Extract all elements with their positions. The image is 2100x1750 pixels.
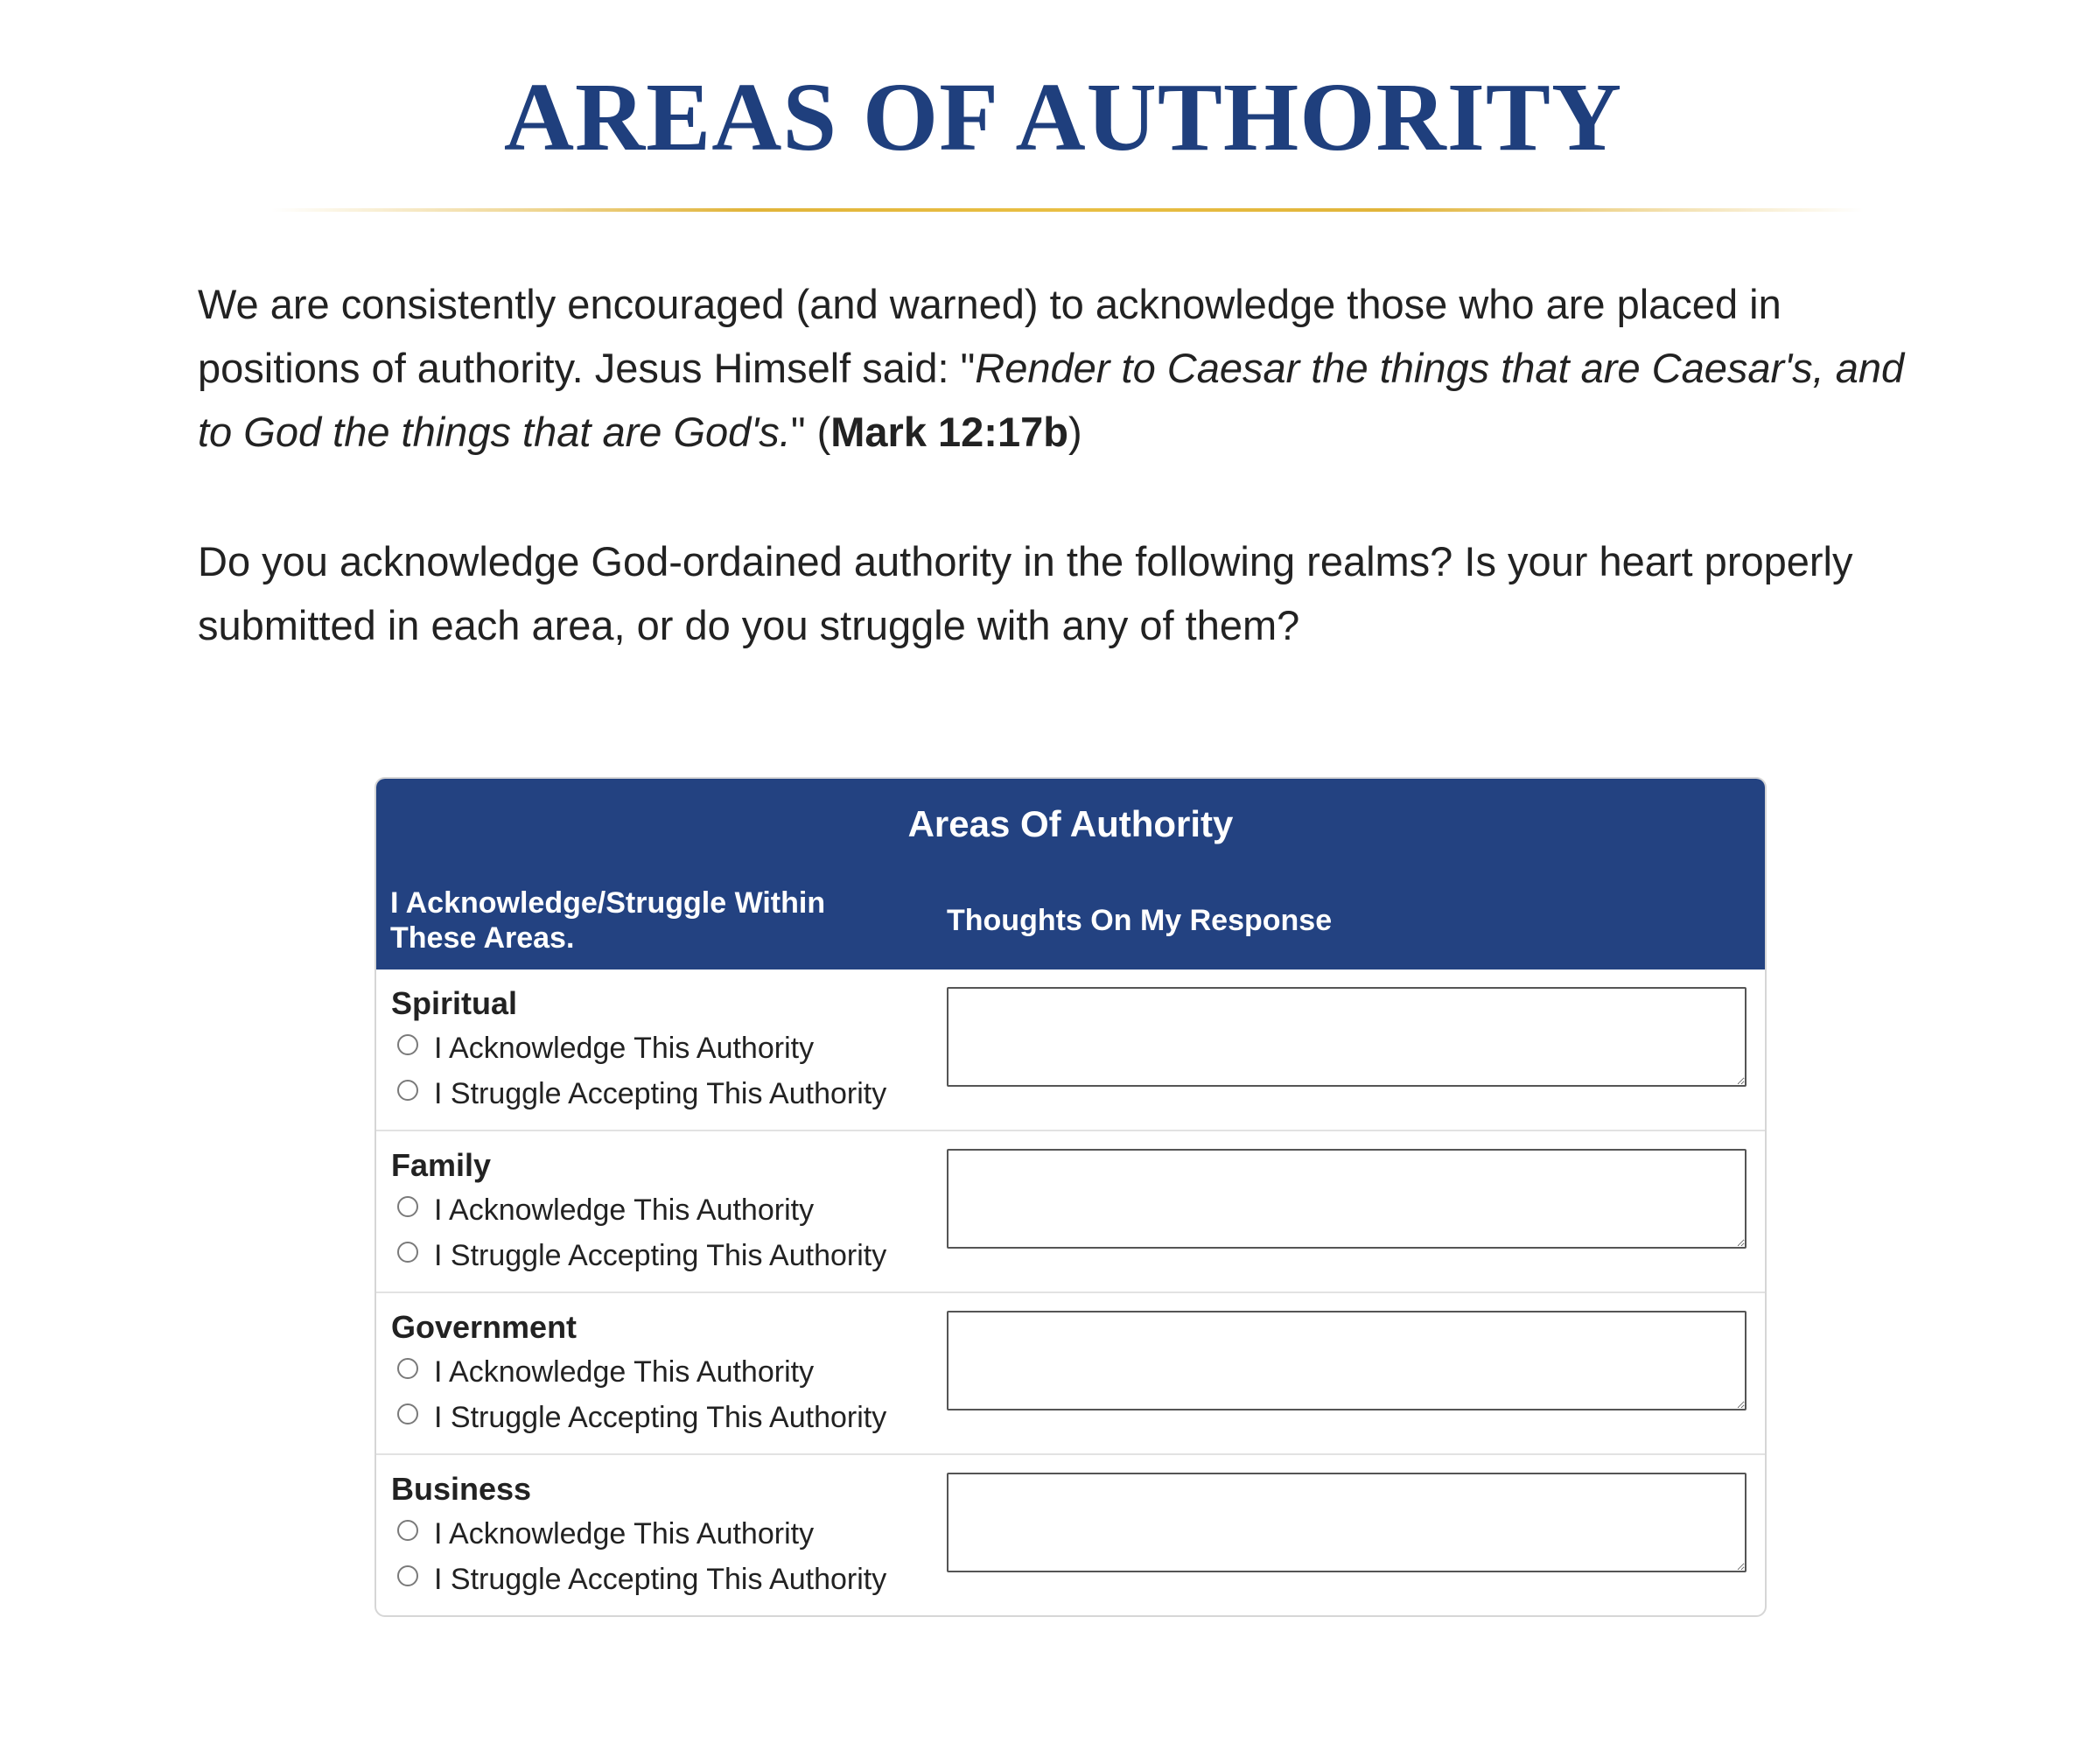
business-struggle-option[interactable] [397,1560,886,1599]
area-label: Spiritual [391,985,518,1021]
scripture-quote: Render to Caesar the things that are Caesar's, and to God the things that are God's. [198,345,1905,455]
area-row-spiritual [376,970,1765,1131]
radio-label: I Acknowledge This Authority [434,1355,815,1389]
business-thoughts-textarea[interactable] [947,1473,1746,1572]
radio-button[interactable] [397,1565,418,1586]
radio-button[interactable] [397,1080,418,1101]
form-header [376,779,1765,970]
radio-label: I Struggle Accepting This Authority [434,1563,887,1596]
radio-label: I Struggle Accepting This Authority [434,1401,887,1434]
area-label: Family [391,1147,492,1183]
family-struggle-option[interactable] [397,1236,886,1275]
intro-text: ) [1068,409,1082,455]
area-label: Business [391,1471,532,1507]
areas-of-authority-form [374,777,1767,1617]
scripture-reference: Mark 12:17b [830,409,1068,455]
government-thoughts-textarea[interactable] [947,1311,1746,1410]
business-acknowledge-option[interactable] [397,1515,814,1553]
radio-label: I Acknowledge This Authority [434,1194,815,1227]
radio-button[interactable] [397,1404,418,1424]
radio-label: I Acknowledge This Authority [434,1032,815,1065]
spiritual-acknowledge-option[interactable] [397,1029,814,1068]
area-row-government [376,1293,1765,1455]
page-title: AREAS OF AUTHORITY [503,64,1623,172]
spiritual-struggle-option[interactable] [397,1074,886,1113]
intro-paragraph-2: Do you acknowledge God-ordained authority in the following realms? Is your heart properly submitted in each area, or do you struggle with any of them? [198,538,1853,648]
radio-label: I Acknowledge This Authority [434,1517,815,1550]
intro-text: We are consistently encouraged (and warned) to acknowledge those who are placed in positions of authority. Jesus Himself said: " [198,281,1782,391]
family-acknowledge-option[interactable] [397,1191,814,1229]
title-divider [271,208,1864,212]
form-title: Areas Of Authority [907,803,1234,844]
spiritual-thoughts-textarea[interactable] [947,987,1746,1087]
radio-label: I Struggle Accepting This Authority [434,1239,887,1272]
form-rows [376,970,1765,1617]
radio-button[interactable] [397,1520,418,1541]
radio-button[interactable] [397,1034,418,1055]
intro-text: " ( [790,409,831,455]
radio-button[interactable] [397,1196,418,1217]
area-label: Government [391,1309,578,1345]
government-acknowledge-option[interactable] [397,1353,814,1391]
radio-button[interactable] [397,1358,418,1379]
government-struggle-option[interactable] [397,1398,886,1437]
family-thoughts-textarea[interactable] [947,1149,1746,1249]
area-row-business [376,1455,1765,1617]
radio-label: I Struggle Accepting This Authority [434,1077,887,1110]
area-row-family [376,1131,1765,1293]
column-header-thoughts: Thoughts On My Response [947,904,1333,937]
radio-button[interactable] [397,1242,418,1263]
intro-paragraph-1 [198,272,1948,464]
column-header-acknowledge: I Acknowledge/Struggle Within These Areas. [390,886,826,955]
